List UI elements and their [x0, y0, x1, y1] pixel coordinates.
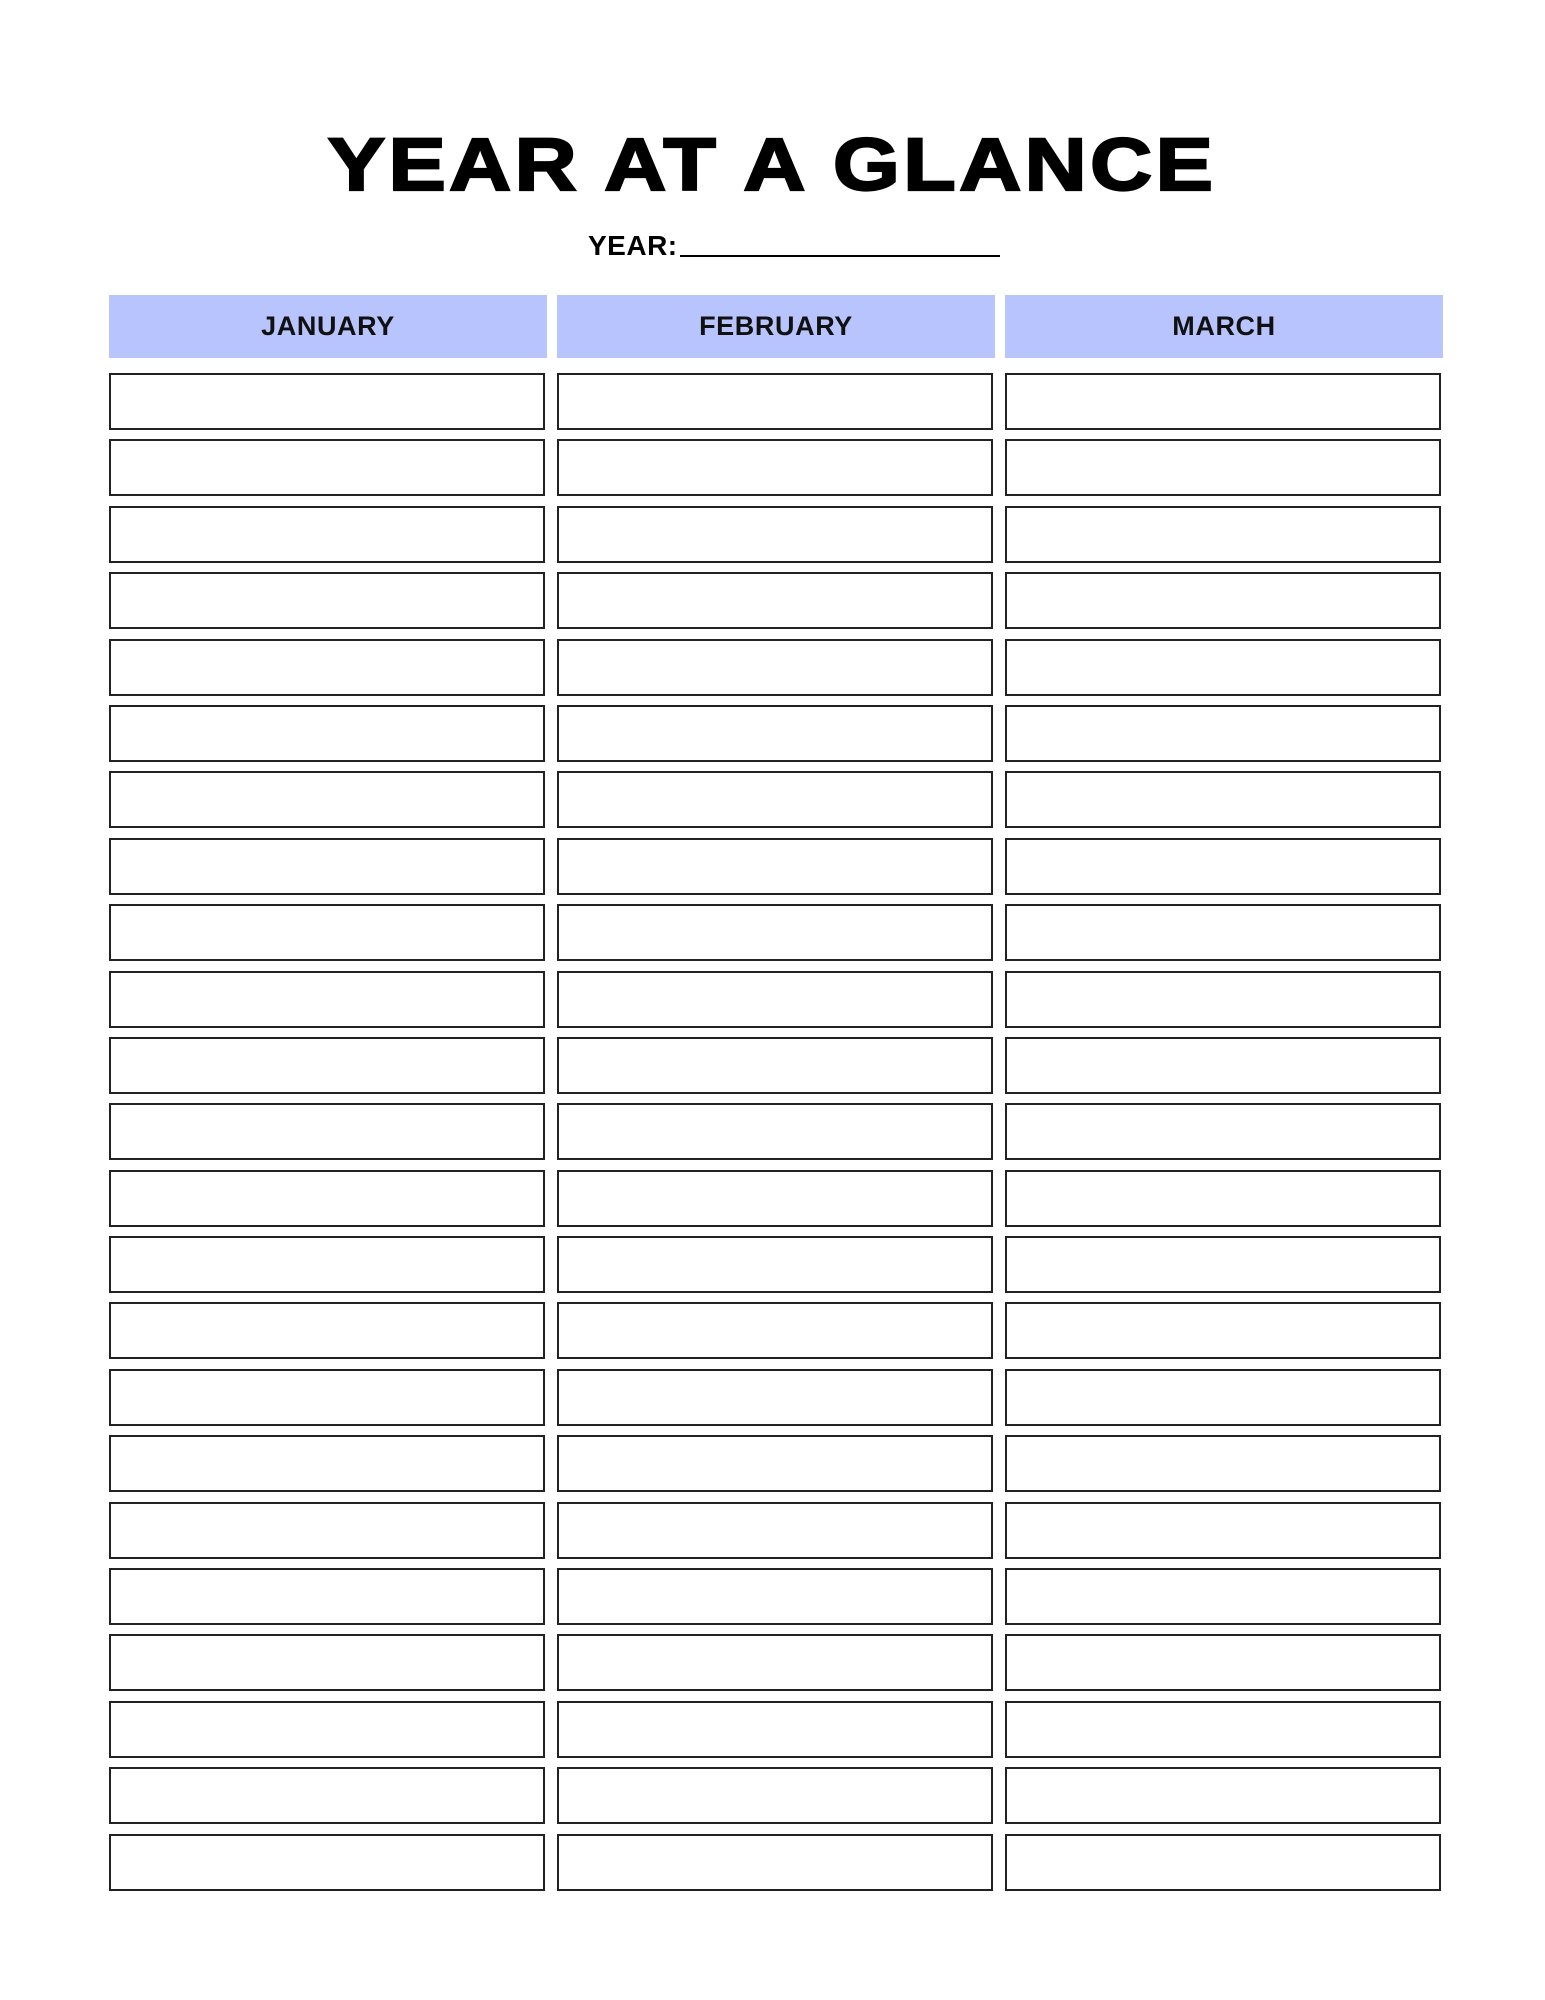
- entry-box[interactable]: [1005, 771, 1441, 828]
- entry-box[interactable]: [557, 1502, 993, 1559]
- entry-box[interactable]: [557, 1369, 993, 1426]
- entry-box[interactable]: [1005, 838, 1441, 895]
- column-march: [1005, 373, 1443, 1891]
- entry-box[interactable]: [557, 705, 993, 762]
- month-header-february: FEBRUARY: [557, 295, 995, 358]
- entry-box[interactable]: [1005, 971, 1441, 1028]
- entry-box[interactable]: [109, 838, 545, 895]
- entry-box[interactable]: [1005, 1302, 1441, 1359]
- month-header-january: JANUARY: [109, 295, 547, 358]
- entry-box[interactable]: [557, 1302, 993, 1359]
- entry-box[interactable]: [1005, 1435, 1441, 1492]
- entry-box[interactable]: [557, 506, 993, 563]
- entry-box[interactable]: [1005, 506, 1441, 563]
- entry-box[interactable]: [1005, 1369, 1441, 1426]
- entry-box[interactable]: [109, 904, 545, 961]
- entry-box[interactable]: [109, 1236, 545, 1293]
- entry-box[interactable]: [1005, 1834, 1441, 1891]
- entry-box[interactable]: [109, 1502, 545, 1559]
- entry-box[interactable]: [557, 771, 993, 828]
- entry-box[interactable]: [1005, 572, 1441, 629]
- entry-box[interactable]: [109, 1634, 545, 1691]
- entry-box[interactable]: [109, 1037, 545, 1094]
- month-header-row: [109, 295, 1443, 358]
- entry-box[interactable]: [1005, 1767, 1441, 1824]
- entry-box[interactable]: [109, 639, 545, 696]
- entry-box[interactable]: [109, 1103, 545, 1160]
- entry-box[interactable]: [1005, 439, 1441, 496]
- column-january: [109, 373, 547, 1891]
- page-title-text: YEAR AT A GLANCE: [328, 123, 1217, 206]
- entry-box[interactable]: [557, 439, 993, 496]
- year-label: YEAR:: [588, 230, 678, 261]
- entry-box[interactable]: [1005, 1634, 1441, 1691]
- year-field-row: [588, 230, 1000, 262]
- entry-box[interactable]: [1005, 1236, 1441, 1293]
- entry-box[interactable]: [557, 971, 993, 1028]
- entry-box[interactable]: [109, 1568, 545, 1625]
- entry-box[interactable]: [109, 1302, 545, 1359]
- entry-box[interactable]: [557, 1170, 993, 1227]
- entry-box[interactable]: [109, 1767, 545, 1824]
- entry-box[interactable]: [1005, 1037, 1441, 1094]
- entry-box[interactable]: [557, 1236, 993, 1293]
- entry-box[interactable]: [557, 373, 993, 430]
- entry-box[interactable]: [109, 1435, 545, 1492]
- entry-box[interactable]: [109, 1369, 545, 1426]
- entry-box[interactable]: [1005, 373, 1441, 430]
- month-columns: [109, 373, 1443, 1891]
- entry-box[interactable]: [557, 1767, 993, 1824]
- entry-box[interactable]: [109, 1701, 545, 1758]
- entry-box[interactable]: [557, 904, 993, 961]
- entry-box[interactable]: [1005, 1502, 1441, 1559]
- entry-box[interactable]: [109, 1170, 545, 1227]
- entry-box[interactable]: [557, 639, 993, 696]
- entry-box[interactable]: [109, 971, 545, 1028]
- entry-box[interactable]: [557, 1834, 993, 1891]
- month-grid: [109, 295, 1443, 358]
- entry-box[interactable]: [557, 1568, 993, 1625]
- entry-box[interactable]: [109, 1834, 545, 1891]
- entry-box[interactable]: [557, 1037, 993, 1094]
- entry-box[interactable]: [557, 838, 993, 895]
- entry-box[interactable]: [557, 1701, 993, 1758]
- entry-box[interactable]: [109, 439, 545, 496]
- entry-box[interactable]: [557, 1435, 993, 1492]
- entry-box[interactable]: [557, 1634, 993, 1691]
- entry-box[interactable]: [1005, 1701, 1441, 1758]
- entry-box[interactable]: [109, 506, 545, 563]
- year-input-line[interactable]: [680, 255, 1000, 257]
- column-february: [557, 373, 995, 1891]
- entry-box[interactable]: [557, 1103, 993, 1160]
- entry-box[interactable]: [109, 373, 545, 430]
- entry-box[interactable]: [1005, 1103, 1441, 1160]
- entry-box[interactable]: [109, 572, 545, 629]
- entry-box[interactable]: [557, 572, 993, 629]
- page-title: [0, 122, 1545, 208]
- entry-box[interactable]: [1005, 639, 1441, 696]
- entry-box[interactable]: [109, 771, 545, 828]
- entry-box[interactable]: [1005, 1170, 1441, 1227]
- entry-box[interactable]: [1005, 1568, 1441, 1625]
- entry-box[interactable]: [109, 705, 545, 762]
- entry-box[interactable]: [1005, 705, 1441, 762]
- entry-box[interactable]: [1005, 904, 1441, 961]
- month-header-march: MARCH: [1005, 295, 1443, 358]
